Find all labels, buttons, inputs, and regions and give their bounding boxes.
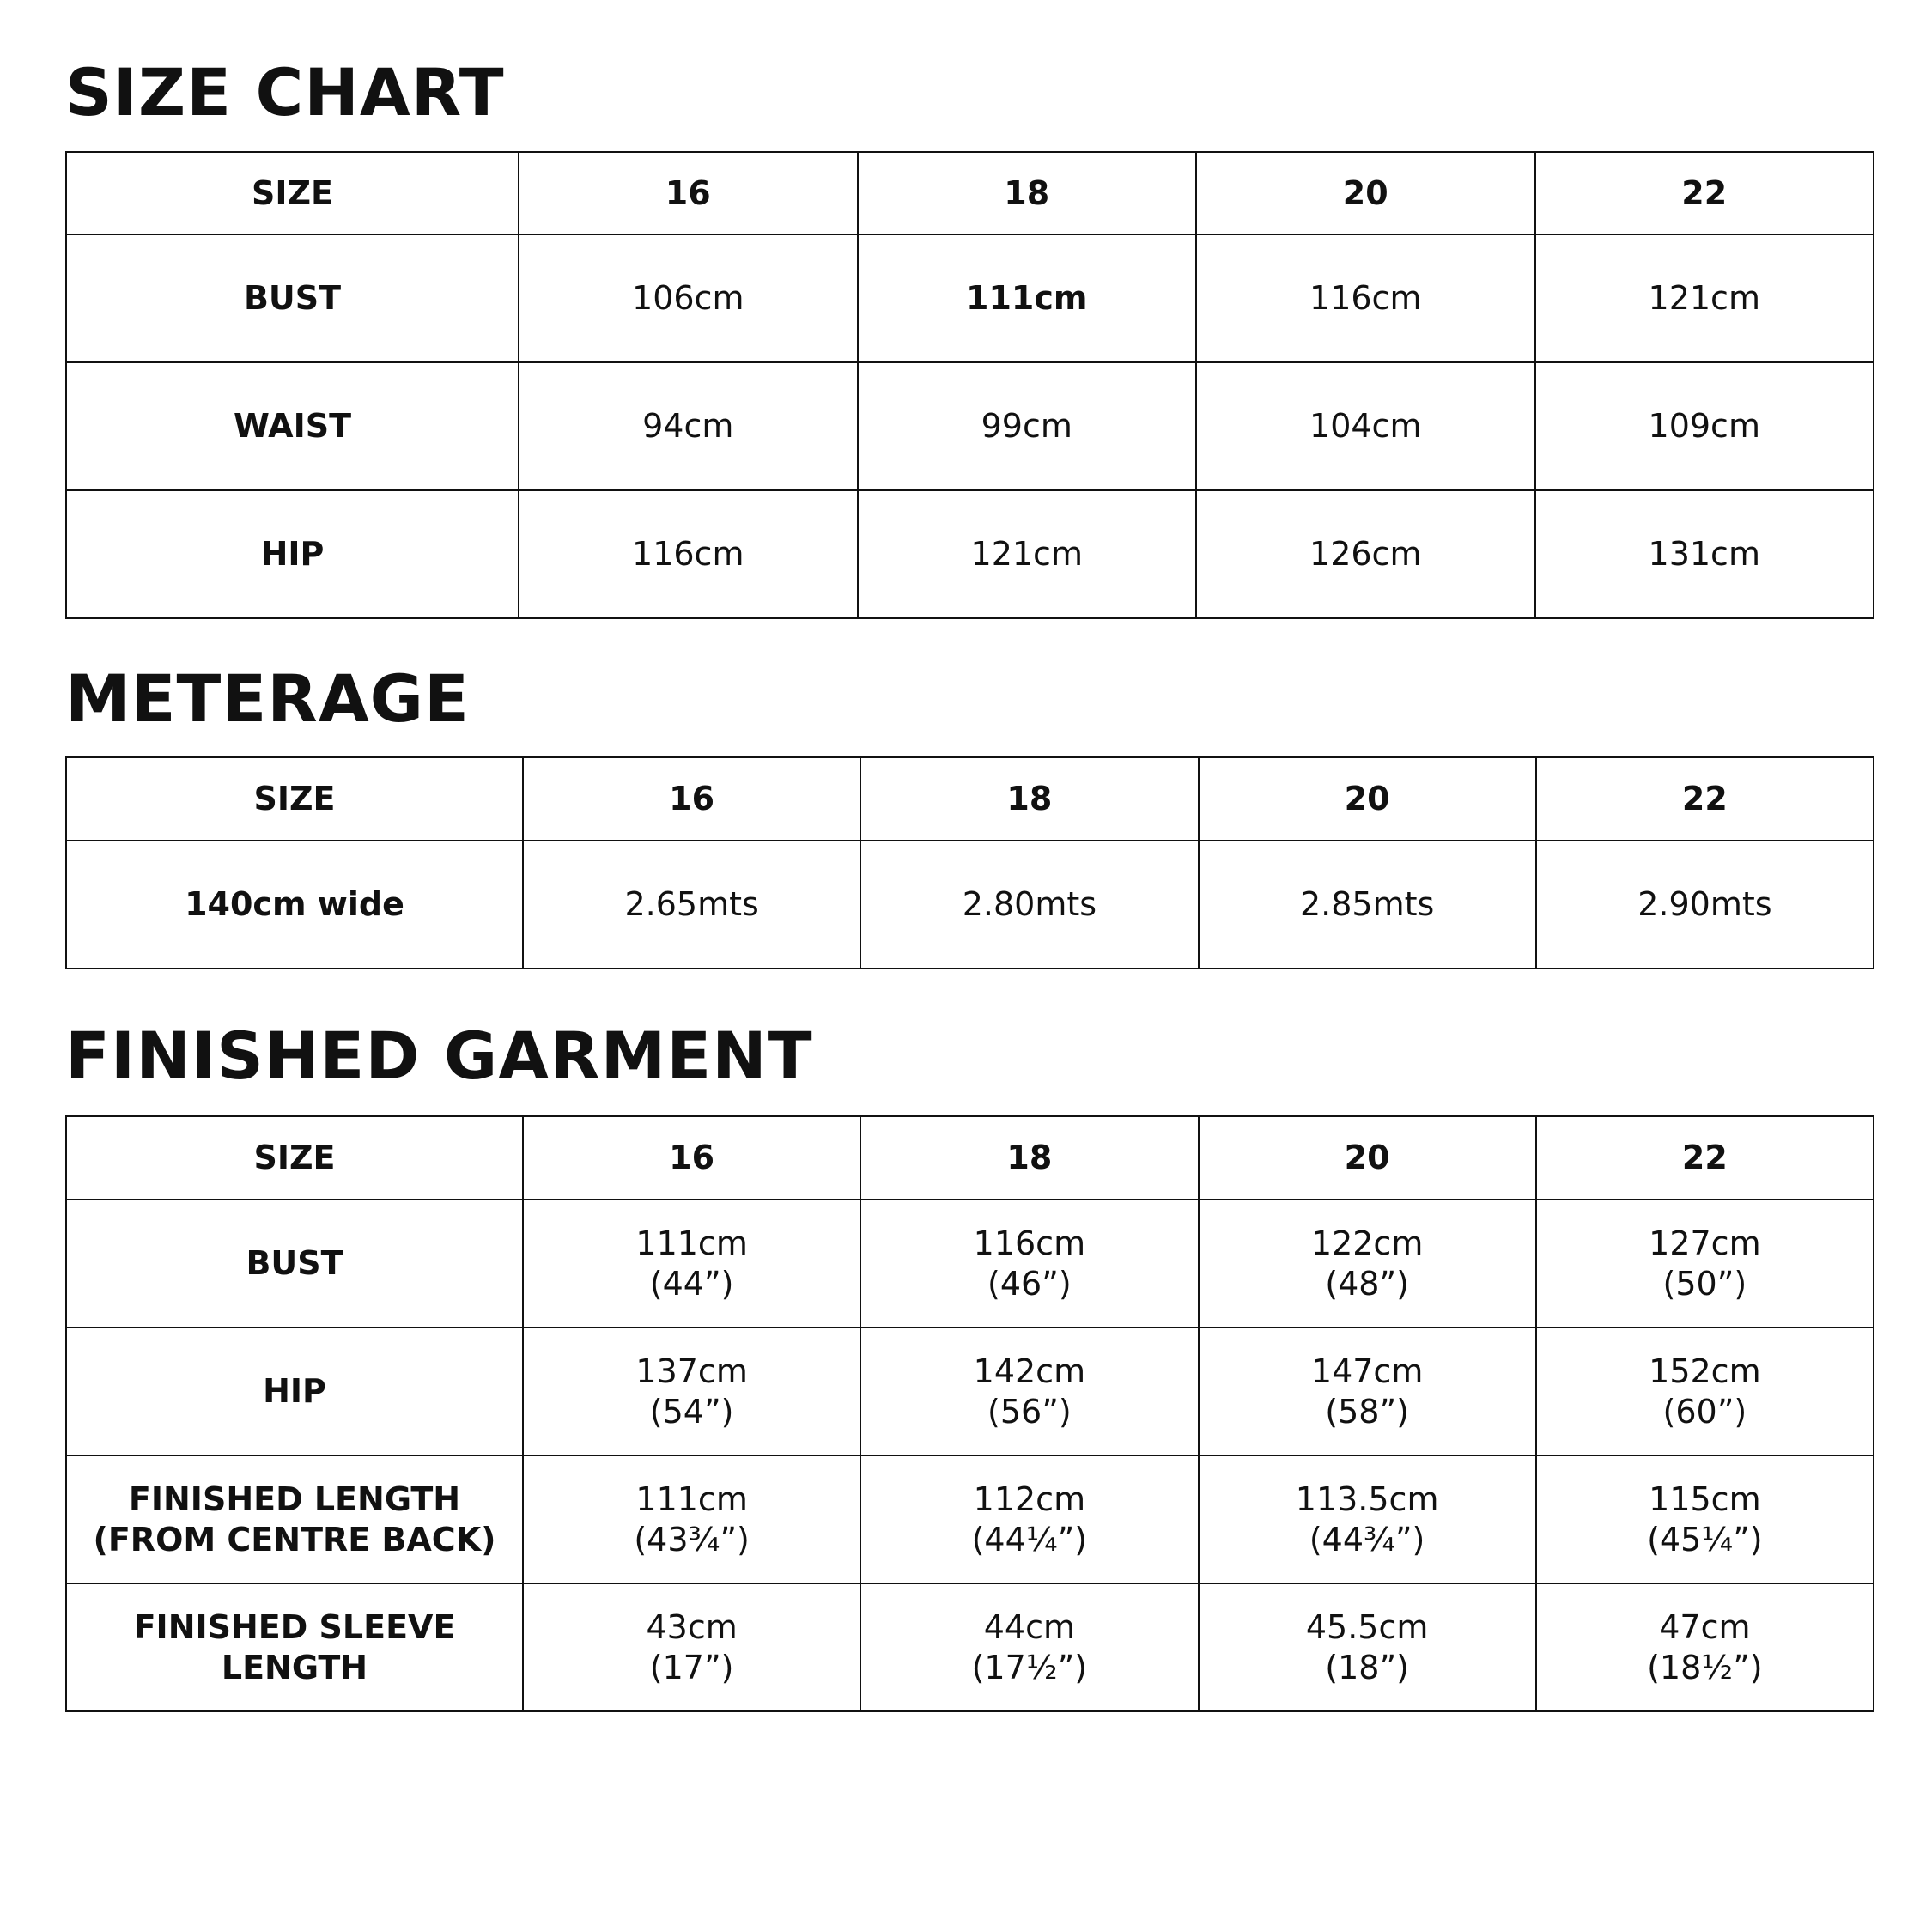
table-row	[66, 1583, 1874, 1711]
table-cell: 106cm	[519, 234, 858, 362]
header-size: SIZE	[66, 1116, 523, 1200]
cell-metric: 115cm	[1649, 1479, 1761, 1518]
table-cell	[1199, 1583, 1536, 1711]
table-cell: 94cm	[519, 362, 858, 490]
table-cell: 104cm	[1196, 362, 1535, 490]
table-cell: 121cm	[858, 490, 1197, 618]
row-label-line: FINISHED LENGTH	[128, 1479, 461, 1518]
cell-metric: 116cm	[973, 1224, 1086, 1262]
row-label-line: FINISHED SLEEVE	[133, 1607, 456, 1646]
table-cell	[860, 1200, 1198, 1327]
header-size-16: 16	[523, 757, 860, 841]
meterage-header-row	[66, 757, 1874, 841]
table-cell	[860, 1327, 1198, 1455]
cell-metric: 112cm	[973, 1479, 1086, 1518]
header-size-20: 20	[1196, 152, 1535, 234]
table-cell	[1536, 1200, 1874, 1327]
cell-metric: 111cm	[635, 1479, 748, 1518]
cell-imperial: (46”)	[987, 1264, 1072, 1303]
cell-metric: 47cm	[1659, 1607, 1751, 1646]
header-size-22: 22	[1536, 757, 1874, 841]
table-cell: 99cm	[858, 362, 1197, 490]
row-label-fabric-width: 140cm wide	[66, 841, 523, 969]
row-label-bust	[66, 1200, 523, 1327]
table-row	[66, 490, 1874, 618]
header-size-16: 16	[523, 1116, 860, 1200]
cell-imperial: (43¾”)	[634, 1520, 750, 1558]
table-cell	[523, 1583, 860, 1711]
cell-imperial: (44¾”)	[1309, 1520, 1425, 1558]
table-cell	[1199, 1200, 1536, 1327]
cell-metric: 111cm	[635, 1224, 748, 1262]
header-size-22: 22	[1536, 1116, 1874, 1200]
table-cell: 131cm	[1535, 490, 1874, 618]
cell-imperial: (44”)	[649, 1264, 734, 1303]
table-cell	[1536, 1455, 1874, 1583]
row-label-waist: WAIST	[66, 362, 519, 490]
table-cell	[1199, 1327, 1536, 1455]
table-cell: 121cm	[1535, 234, 1874, 362]
table-row	[66, 841, 1874, 969]
cell-imperial: (48”)	[1325, 1264, 1409, 1303]
table-row	[66, 234, 1874, 362]
cell-imperial: (17”)	[649, 1648, 734, 1686]
finished-garment-title: FINISHED GARMENT	[65, 1018, 813, 1094]
row-label-hip	[66, 1327, 523, 1455]
table-cell: 2.85mts	[1199, 841, 1536, 969]
header-size: SIZE	[66, 152, 519, 234]
cell-imperial: (60”)	[1662, 1392, 1747, 1431]
table-row	[66, 362, 1874, 490]
cell-metric: 142cm	[973, 1352, 1086, 1390]
header-size-18: 18	[858, 152, 1197, 234]
table-cell	[1536, 1327, 1874, 1455]
cell-imperial: (45¼”)	[1647, 1520, 1763, 1558]
header-size-16: 16	[519, 152, 858, 234]
table-cell: 109cm	[1535, 362, 1874, 490]
header-size: SIZE	[66, 757, 523, 841]
header-size-22: 22	[1535, 152, 1874, 234]
finished-garment-table	[65, 1115, 1874, 1712]
header-size-20: 20	[1199, 757, 1536, 841]
cell-imperial: (56”)	[987, 1392, 1072, 1431]
cell-metric: 45.5cm	[1305, 1607, 1429, 1646]
row-label-finished-length	[66, 1455, 523, 1583]
table-cell: 116cm	[519, 490, 858, 618]
header-size-18: 18	[860, 757, 1198, 841]
row-label-line: (FROM CENTRE BACK)	[93, 1520, 496, 1558]
cell-imperial: (18½”)	[1647, 1648, 1763, 1686]
cell-imperial: (50”)	[1662, 1264, 1747, 1303]
cell-metric: 127cm	[1649, 1224, 1761, 1262]
table-cell	[1536, 1583, 1874, 1711]
table-row	[66, 1200, 1874, 1327]
cell-imperial: (18”)	[1325, 1648, 1409, 1686]
table-cell: 111cm	[858, 234, 1197, 362]
size-chart-header-row	[66, 152, 1874, 234]
table-row	[66, 1327, 1874, 1455]
cell-metric: 113.5cm	[1295, 1479, 1439, 1518]
header-size-20: 20	[1199, 1116, 1536, 1200]
cell-imperial: (17½”)	[971, 1648, 1088, 1686]
table-cell: 2.80mts	[860, 841, 1198, 969]
row-label-line: HIP	[263, 1372, 326, 1410]
meterage-table	[65, 756, 1874, 969]
table-cell	[860, 1455, 1198, 1583]
table-cell	[860, 1583, 1198, 1711]
row-label-bust: BUST	[66, 234, 519, 362]
row-label-line: BUST	[246, 1244, 343, 1282]
table-cell: 2.90mts	[1536, 841, 1874, 969]
table-cell	[523, 1455, 860, 1583]
cell-metric: 122cm	[1310, 1224, 1424, 1262]
row-label-line: LENGTH	[221, 1648, 368, 1686]
row-label-hip: HIP	[66, 490, 519, 618]
finished-garment-header-row	[66, 1116, 1874, 1200]
cell-imperial: (54”)	[649, 1392, 734, 1431]
row-label-finished-sleeve-length	[66, 1583, 523, 1711]
meterage-title: METERAGE	[65, 660, 470, 737]
cell-imperial: (44¼”)	[971, 1520, 1088, 1558]
table-cell: 2.65mts	[523, 841, 860, 969]
cell-metric: 147cm	[1310, 1352, 1424, 1390]
table-cell	[1199, 1455, 1536, 1583]
table-row	[66, 1455, 1874, 1583]
size-chart-table	[65, 151, 1874, 619]
cell-metric: 137cm	[635, 1352, 748, 1390]
header-size-18: 18	[860, 1116, 1198, 1200]
cell-metric: 44cm	[983, 1607, 1075, 1646]
table-cell: 116cm	[1196, 234, 1535, 362]
cell-metric: 43cm	[646, 1607, 738, 1646]
table-cell	[523, 1327, 860, 1455]
cell-imperial: (58”)	[1325, 1392, 1409, 1431]
table-cell	[523, 1200, 860, 1327]
size-chart-title: SIZE CHART	[65, 54, 505, 131]
table-cell: 126cm	[1196, 490, 1535, 618]
cell-metric: 152cm	[1649, 1352, 1761, 1390]
